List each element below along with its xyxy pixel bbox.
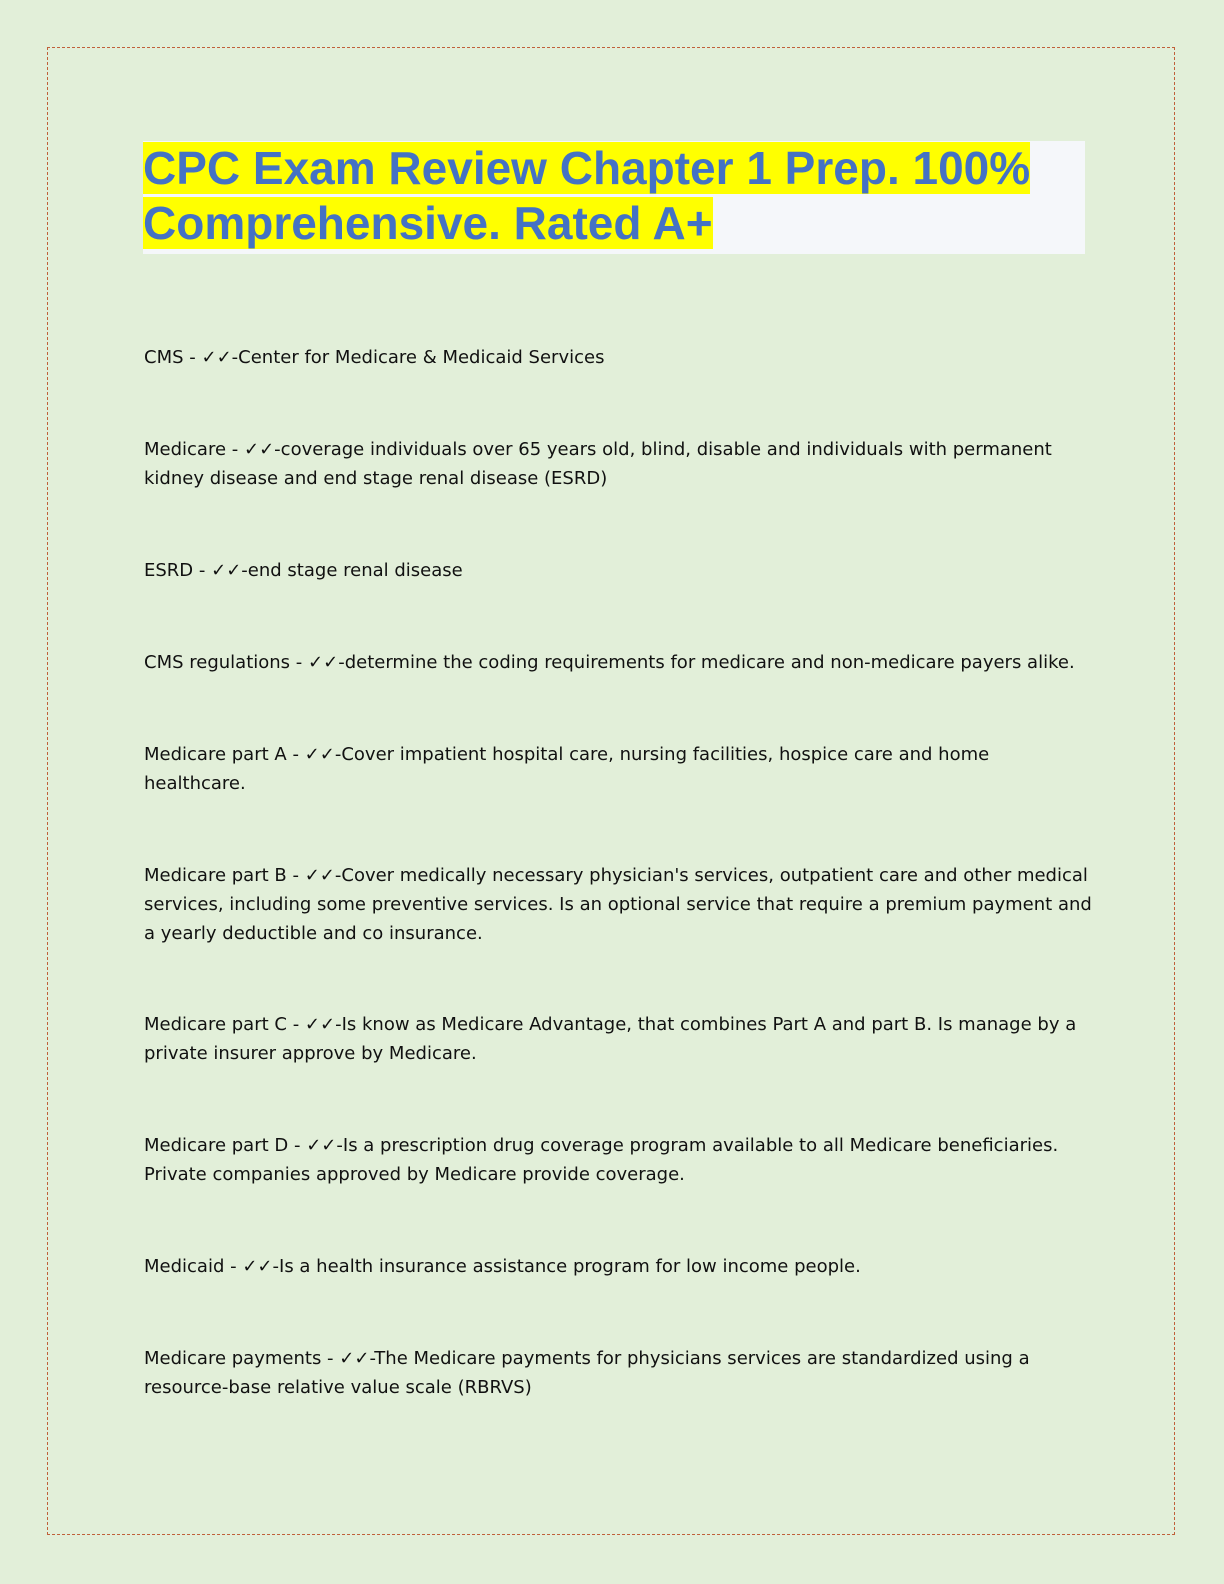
flashcard-entry bbox=[144, 435, 1084, 493]
entry-dash: - bbox=[369, 1348, 375, 1369]
entry-definition: kidney disease and end stage renal disease (ESRD) bbox=[144, 468, 608, 489]
entry-dash: - bbox=[338, 652, 345, 673]
entry-term: Medicare payments bbox=[144, 1348, 322, 1369]
flashcard-entry bbox=[144, 1010, 1084, 1068]
entry-dash: - bbox=[272, 1256, 280, 1277]
double-check-icon: ✓✓ bbox=[304, 865, 335, 886]
double-check-icon: ✓✓ bbox=[308, 652, 339, 673]
entry-line bbox=[144, 861, 1088, 890]
entry-definition: Is a prescription drug coverage program available to all Medicare beneficiaries. bbox=[342, 1135, 1059, 1156]
entry-separator: - bbox=[290, 652, 309, 673]
entry-dash: - bbox=[335, 1014, 342, 1035]
flashcard-entry bbox=[144, 1344, 1084, 1402]
entry-line bbox=[144, 740, 1084, 769]
entry-definition: Cover impatient hospital care, nursing facilities, hospice care and home bbox=[341, 744, 990, 765]
entry-definition: coverage individuals over 65 years old, blind, disable and individuals with permanent bbox=[280, 439, 1052, 460]
double-check-icon: ✓✓ bbox=[339, 1348, 370, 1369]
title-line-2: Comprehensive. Rated A+ bbox=[143, 197, 713, 249]
entry-line bbox=[144, 1160, 1084, 1189]
double-check-icon: ✓✓ bbox=[304, 1014, 336, 1035]
entry-term: Medicare part B bbox=[144, 865, 287, 886]
entry-definition: services, including some preventive services. Is an optional service that require a premium payment and bbox=[144, 894, 1092, 915]
entry-line bbox=[144, 1252, 1084, 1281]
entry-definition: a yearly deductible and co insurance. bbox=[144, 923, 483, 944]
entry-separator: - bbox=[226, 439, 244, 460]
entry-line bbox=[144, 1039, 1084, 1068]
double-check-icon: ✓✓ bbox=[244, 439, 275, 460]
entry-separator: - bbox=[183, 347, 202, 368]
entry-definition: Is a health insurance assistance program for low income people. bbox=[279, 1256, 861, 1277]
entry-line bbox=[144, 919, 1084, 948]
entry-line bbox=[144, 769, 1084, 798]
entry-definition: private insurer approve by Medicare. bbox=[144, 1043, 477, 1064]
entry-separator: - bbox=[286, 744, 305, 765]
double-check-icon: ✓✓ bbox=[201, 347, 232, 368]
entry-term: CMS regulations bbox=[144, 652, 291, 673]
entry-separator: - bbox=[286, 865, 305, 886]
entry-line bbox=[144, 1344, 1084, 1373]
flashcard-entry bbox=[144, 343, 1084, 372]
entry-term: Medicaid bbox=[144, 1256, 225, 1277]
flashcard-entry bbox=[144, 740, 1084, 798]
entry-term: Medicare bbox=[144, 439, 227, 460]
double-check-icon: ✓✓ bbox=[304, 744, 335, 765]
entry-separator: - bbox=[286, 1014, 305, 1035]
flashcard-entry bbox=[144, 648, 1084, 677]
entry-definition: The Medicare payments for physicians services are standardized using a bbox=[374, 1348, 1030, 1369]
entry-term: CMS bbox=[144, 347, 184, 368]
entry-term: ESRD bbox=[144, 560, 194, 581]
entry-definition: Is know as Medicare Advantage, that combines Part A and part B. Is manage by a bbox=[341, 1014, 1077, 1035]
entry-definition: resource-base relative value scale (RBRVS) bbox=[144, 1377, 532, 1398]
entry-line bbox=[144, 343, 1084, 372]
entry-definition: healthcare. bbox=[144, 773, 246, 794]
flashcard-entry bbox=[144, 861, 1092, 948]
entry-definition: Center for Medicare & Medicaid Services bbox=[238, 347, 605, 368]
double-check-icon: ✓✓ bbox=[211, 560, 242, 581]
flashcard-entry bbox=[144, 556, 1084, 585]
entry-dash: - bbox=[334, 744, 342, 765]
entry-definition: end stage renal disease bbox=[247, 560, 463, 581]
entry-term: Medicare part C bbox=[144, 1014, 287, 1035]
flashcard-entry bbox=[144, 1131, 1084, 1189]
entry-dash: - bbox=[334, 865, 342, 886]
flashcard-entry bbox=[144, 1252, 1084, 1281]
entry-line bbox=[144, 890, 1092, 919]
entry-dash: - bbox=[241, 560, 248, 581]
entry-line bbox=[144, 464, 1084, 493]
entry-term: Medicare part D bbox=[144, 1135, 289, 1156]
double-check-icon: ✓✓ bbox=[242, 1256, 273, 1277]
double-check-icon: ✓✓ bbox=[306, 1135, 337, 1156]
entry-separator: - bbox=[288, 1135, 307, 1156]
entry-definition: Cover medically necessary physician's services, outpatient care and other medical bbox=[341, 865, 1088, 886]
entry-term: Medicare part A bbox=[144, 744, 287, 765]
entry-separator: - bbox=[193, 560, 212, 581]
entry-definition: determine the coding requirements for medicare and non-medicare payers alike. bbox=[344, 652, 1075, 673]
entry-line bbox=[144, 1131, 1084, 1160]
title-line-1: CPC Exam Review Chapter 1 Prep. 100% bbox=[143, 142, 1031, 194]
entry-dash: - bbox=[274, 439, 281, 460]
entry-separator: - bbox=[224, 1256, 243, 1277]
document-title bbox=[143, 141, 1085, 251]
entry-separator: - bbox=[321, 1348, 340, 1369]
entry-line bbox=[144, 1373, 1084, 1402]
entry-line bbox=[144, 1010, 1084, 1039]
entry-dash: - bbox=[231, 347, 239, 368]
entry-definition: Private companies approved by Medicare provide coverage. bbox=[144, 1164, 685, 1185]
entry-line bbox=[144, 556, 1084, 585]
entry-dash: - bbox=[336, 1135, 343, 1156]
title-block bbox=[143, 141, 1085, 254]
entry-line bbox=[144, 648, 1084, 677]
entry-line bbox=[144, 435, 1084, 464]
